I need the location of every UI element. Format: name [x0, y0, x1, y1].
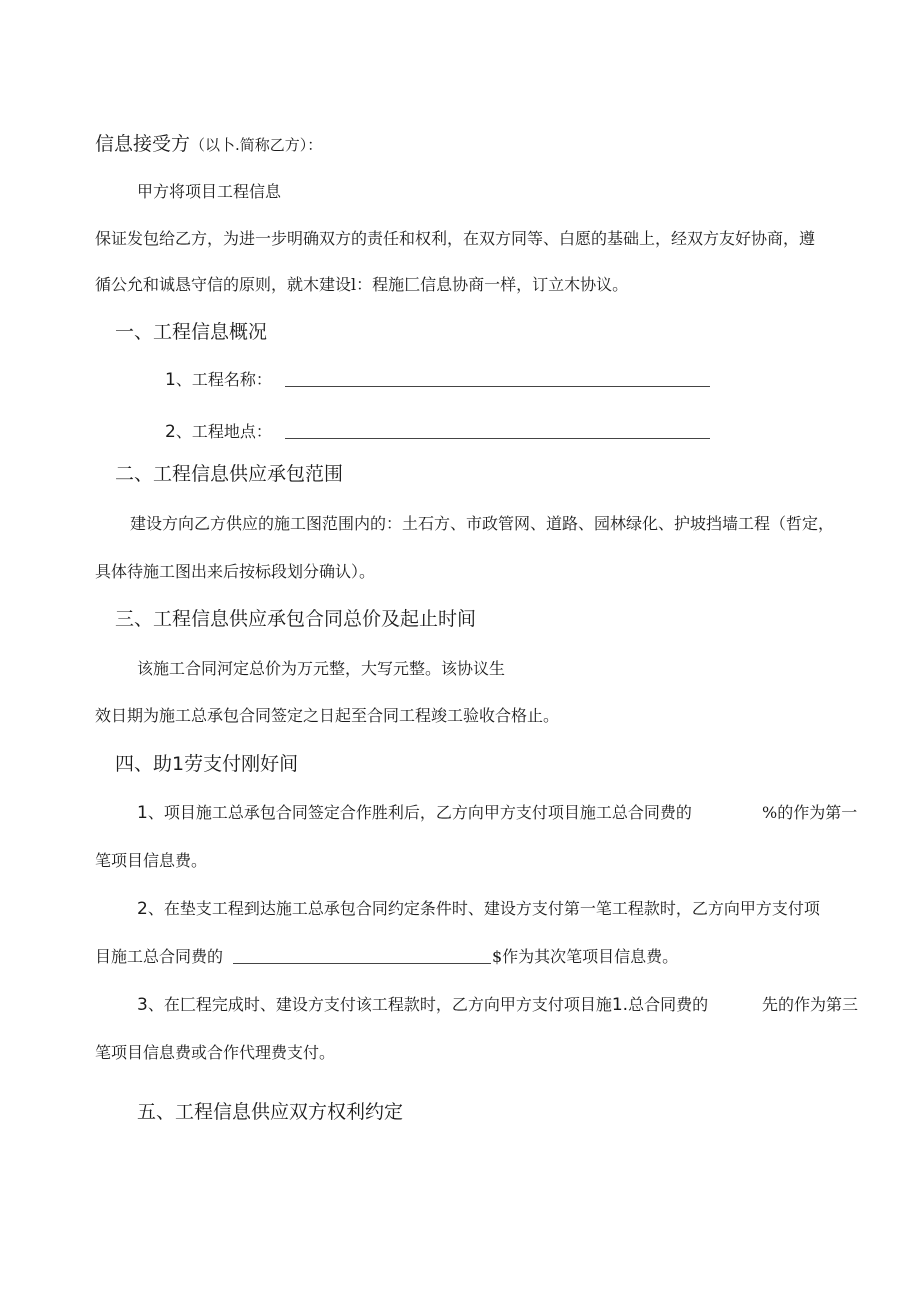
payment-item-3-line-1: [137, 995, 708, 1015]
section-4-heading-num: 1: [172, 753, 185, 775]
recipient-line: [95, 132, 322, 156]
project-name-label: 、工程名称：: [175, 370, 272, 389]
section-1-heading: 一、工程信息概况: [115, 321, 268, 343]
project-location-field[interactable]: [285, 438, 710, 439]
section-2-heading: 二、工程信息供应承包范围: [115, 463, 344, 485]
project-name-number: 1: [165, 370, 176, 390]
payment-item-3-number-2: 1.: [611, 995, 629, 1015]
payment-item-3-text-c: 先的作为第三: [762, 995, 859, 1014]
payment-item-3-line-2: 笔项目信息费或合作代理费支付。: [95, 1043, 336, 1062]
project-location-number: 2: [165, 422, 176, 442]
project-location-row: [165, 422, 272, 442]
section-3-heading: 三、工程信息供应承包合同总价及起止时间: [115, 608, 477, 630]
payment-item-2-line-1: [137, 899, 820, 919]
payment-item-1-text-a: 、项目施工总承包合同签定合作胜利后，乙方向甲方支付项目施工总合同费的: [147, 803, 692, 822]
project-name-row: [165, 370, 272, 390]
payment-item-2-text-c: $作为其次笔项目信息费。: [492, 947, 679, 966]
recipient-note: （以卜.简称乙方）：: [190, 136, 323, 154]
payment-item-1-number: 1: [137, 803, 148, 823]
section-3-line-1: 该施工合同河定总价为万元整，大写元整。该协议生: [137, 659, 506, 678]
section-4-heading: [115, 752, 298, 776]
section-4-heading-a: 四、助: [115, 753, 173, 775]
section-3-line-2: 效日期为施工总承包合同签定之日起至合同工程竣工验收合格止。: [95, 706, 560, 725]
payment-item-1-line-2: 笔项目信息费。: [95, 851, 208, 870]
recipient-label: 信息接受方: [95, 133, 191, 155]
project-location-label: 、工程地点：: [175, 422, 272, 441]
intro-line-1: 甲方将项目工程信息: [137, 182, 282, 201]
project-name-field[interactable]: [285, 386, 710, 387]
section-2-line-2: 具体待施工图出来后按标段划分确认）。: [95, 562, 376, 581]
payment-item-1-text-b: %的作为第一: [762, 803, 858, 822]
section-5-heading: 五、工程信息供应双方权利约定: [137, 1101, 404, 1123]
payment-item-2-text-a: 、在垫支工程到达施工总承包合同约定条件时、建设方支付第一笔工程款时，乙方向甲方支付项: [147, 899, 820, 918]
section-2-line-1: 建设方向乙方供应的施工图范围内的：土石方、市政管网、道路、园林绿化、护坡挡墙工程（哲定，: [130, 514, 835, 533]
intro-line-3: 循公允和诚恳守信的原则，就木建设l：程施匚信息协商一样，订立木协议。: [95, 275, 629, 294]
section-4-heading-b: 劳支付刚好间: [184, 753, 299, 775]
payment-item-2-field[interactable]: [233, 963, 491, 964]
payment-item-3-number: 3: [137, 995, 148, 1015]
payment-item-2-text-b: 目施工总合同费的: [95, 947, 224, 966]
payment-item-3-text-b: 总合同费的: [628, 995, 709, 1014]
payment-item-3-text-a: 、在匚程完成时、建设方支付该工程款时，乙方向甲方支付项目施: [147, 995, 612, 1014]
payment-item-1-line-1: [137, 803, 692, 823]
intro-line-2: 保证发包给乙方，为进一步明确双方的责任和权利，在双方同等、白愿的基础上，经双方友好协商，遵: [95, 229, 816, 248]
payment-item-2-number: 2: [137, 899, 148, 919]
